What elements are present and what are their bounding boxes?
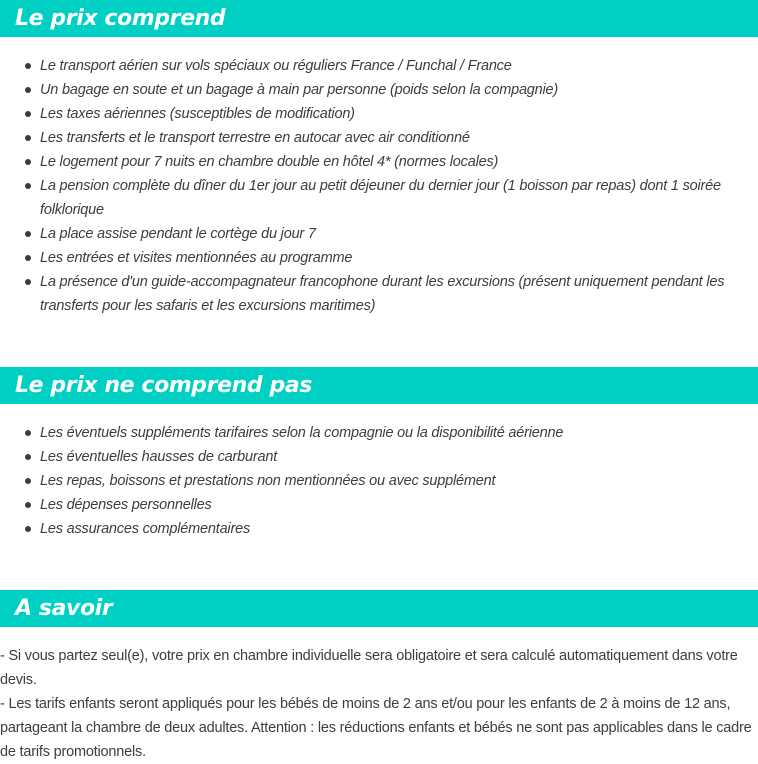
bullet-icon (25, 255, 31, 261)
list-item (0, 126, 740, 150)
list-item (0, 517, 740, 541)
list-item (0, 246, 740, 270)
list-item (0, 421, 740, 445)
section-header-included: Le prix comprend (0, 0, 758, 37)
bullet-icon (25, 183, 31, 189)
info-paragraph: - Si vous partez seul(e), votre prix en chambre individuelle sera obligatoire et sera calculé automatiquement dans votre devis. (0, 648, 738, 688)
list-item (0, 102, 740, 126)
bullet-icon (25, 279, 31, 285)
list-item-text: Les transferts et le transport terrestre en autocar avec air conditionné (40, 130, 470, 146)
bullet-icon (25, 135, 31, 141)
section-header-good-to-know: A savoir (0, 590, 758, 627)
list-item-text: La pension complète du dîner du 1er jour au petit déjeuner du dernier jour (1 boisson par repas) dont 1 soirée folklorique (40, 178, 721, 218)
bullet-icon (25, 159, 31, 165)
good-to-know-text (0, 644, 752, 764)
list-item (0, 469, 740, 493)
list-item-text: Les éventuelles hausses de carburant (40, 449, 278, 465)
bullet-icon (25, 430, 31, 436)
list-item (0, 270, 740, 318)
list-item-text: Le logement pour 7 nuits en chambre double en hôtel 4* (normes locales) (40, 154, 499, 170)
list-item (0, 493, 740, 517)
list-item-text: Les dépenses personnelles (40, 497, 212, 513)
list-item-text: Les assurances complémentaires (40, 521, 250, 537)
list-item-text: Les entrées et visites mentionnées au programme (40, 250, 353, 266)
list-item (0, 222, 740, 246)
list-item-text: La présence d'un guide-accompagnateur francophone durant les excursions (présent uniquement pendant les transferts pour les safaris et les excursions maritimes) (40, 274, 725, 314)
list-item-text: Le transport aérien sur vols spéciaux ou réguliers France / Funchal / France (40, 58, 512, 74)
list-item-text: La place assise pendant le cortège du jour 7 (40, 226, 316, 242)
list-item-text: Les éventuels suppléments tarifaires selon la compagnie ou la disponibilité aérienne (40, 425, 564, 441)
list-item (0, 150, 740, 174)
bullet-icon (25, 63, 31, 69)
list-item (0, 174, 740, 222)
bullet-icon (25, 502, 31, 508)
bullet-icon (25, 454, 31, 460)
list-item (0, 54, 740, 78)
excluded-list (0, 421, 740, 541)
list-item-text: Les taxes aériennes (susceptibles de modification) (40, 106, 355, 122)
bullet-icon (25, 478, 31, 484)
bullet-icon (25, 526, 31, 532)
bullet-icon (25, 111, 31, 117)
bullet-icon (25, 231, 31, 237)
info-paragraph: - Les tarifs enfants seront appliqués pour les bébés de moins de 2 ans et/ou pour les enfants de 2 à moins de 12 ans, partageant la chambre de deux adultes. Attention : les réductions enfants et bébés ne sont pas applicables dans le cadre de tarifs promotionnels. (0, 696, 752, 760)
list-item-text: Les repas, boissons et prestations non mentionnées ou avec supplément (40, 473, 496, 489)
list-item (0, 445, 740, 469)
bullet-icon (25, 87, 31, 93)
included-list (0, 54, 740, 318)
list-item (0, 78, 740, 102)
section-header-excluded: Le prix ne comprend pas (0, 367, 758, 404)
list-item-text: Un bagage en soute et un bagage à main par personne (poids selon la compagnie) (40, 82, 559, 98)
